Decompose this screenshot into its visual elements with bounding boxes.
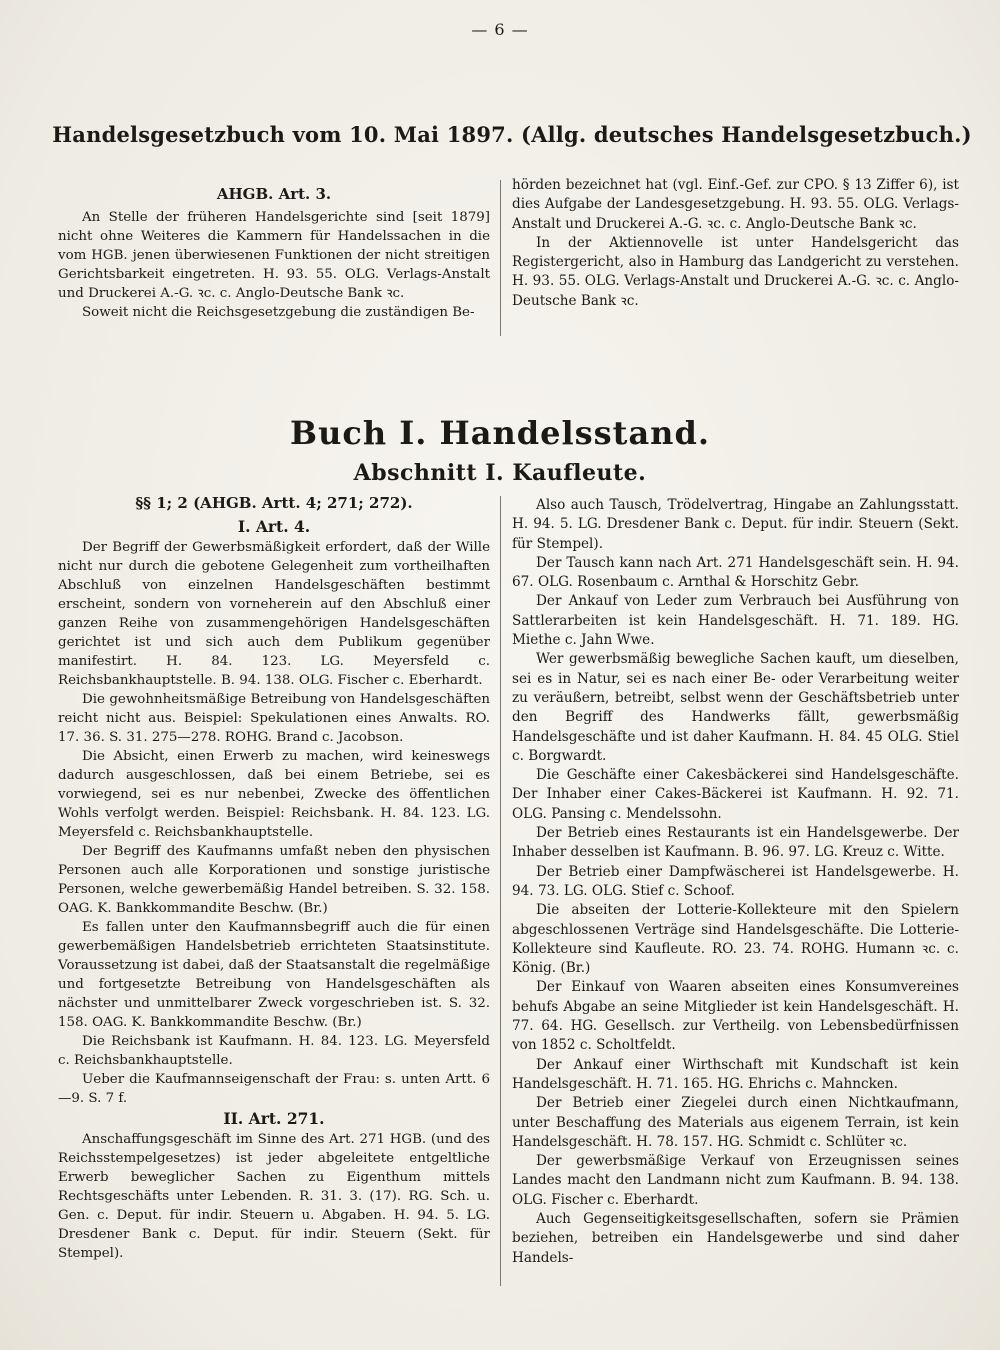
body-paragraph: Anschaffungsgeschäft im Sinne des Art. 271 HGB. (und des Reichsstempelgesetzes) ist jeder abgeleitete entgeltliche Erwerb beweglicher Sachen zu Eigenthum mittels Rechtsgeschäfts unter Lebenden. R. 31. 3. (17). RG. Sch. u. Gen. c. Deput. für indir. Steuern u. Abgaben. H. 94. 5. LG. Dresdener Bank c. Deput. für indir. Steuern (Sekt. für Stempel). <box>58 1131 490 1261</box>
left-column <box>58 492 490 1263</box>
intro-paragraph: In der Aktiennovelle ist unter Handelsgericht das Registergericht, also in Hamburg das Landgericht zu verstehen. H. 93. 55. OLG. Verlags-Anstalt und Druckerei A.-G. ꝛc. c. Anglo-Deutsche Bank ꝛc. <box>512 234 959 309</box>
body-paragraph: Es fallen unter den Kaufmannsbegriff auch die für einen gewerbemäßigen Handelsbetrieb errichteten Staatsinstitute. Voraussetzung ist dabei, daß der Staatsanstalt die regelmäßige und fortgesetzte Betreibung von Handelsgeschäften als nächster und unmittelbarer Zweck vorgeschrieben ist. S. 32. 158. OAG. K. Bankkommandite Beschw. (Br.) <box>58 920 490 1031</box>
page-number: — 6 — <box>471 20 529 39</box>
body-paragraph: Die Geschäfte einer Cakesbäckerei sind Handelsgeschäfte. Der Inhaber einer Cakes-Bäckerei ist Kaufmann. H. 92. 71. OLG. Pansing c. Mendelssohn. <box>512 767 959 822</box>
page-title: Handelsgesetzbuch vom 10. Mai 1897. (Allg. deutsches Handelsgesetzbuch.) <box>52 122 972 147</box>
intro-right-column <box>512 176 959 311</box>
body-paragraph: Die Absicht, einen Erwerb zu machen, wird keineswegs dadurch ausgeschlossen, daß bei einem Betriebe, sei es vorwiegend, sei es nur nebenbei, Zwecke des öffentlichen Wohls verfolgt werden. Beispiel: Reichsbank. H. 84. 123. LG. Meyersfeld c. Reichsbankhauptstelle. <box>58 749 490 841</box>
body-paragraph: Der Einkauf von Waaren abseiten eines Konsumvereines behufs Abgabe an seine Mitglieder ist kein Handelsgeschäft. H. 77. 64. HG. Gesellsch. zur Vertheilg. von Lebensbedürfnissen von 1852 c. Scholtfeldt. <box>512 979 959 1054</box>
intro-paragraph: hörden bezeichnet hat (vgl. Einf.-Gef. zur CPO. § 13 Ziffer 6), ist dies Aufgabe der Landesgesetzgebung. H. 93. 55. OLG. Verlags-Anstalt und Druckerei A.-G. ꝛc. c. Anglo-Deutsche Bank ꝛc. <box>512 177 959 232</box>
intro-paragraph: Soweit nicht die Reichsgesetzgebung die zuständigen Be- <box>82 305 475 321</box>
body-paragraph: Ueber die Kaufmannseigenschaft der Frau: s. unten Artt. 6—9. S. 7 f. <box>58 1072 490 1107</box>
part-heading: II. Art. 271. <box>223 1108 325 1128</box>
intro-heading: AHGB. Art. 3. <box>216 185 332 203</box>
body-paragraph: Die Reichsbank ist Kaufmann. H. 84. 123. LG. Meyersfeld c. Reichsbankhauptstelle. <box>58 1034 490 1069</box>
body-paragraph: Wer gewerbsmäßig bewegliche Sachen kauft, um dieselben, sei es in Natur, sei es nach einer Be- oder Verarbeitung weiter zu veräußern, betreibt, selbst wenn der Geschäftsbetrieb unter den Begriff des Handwerks fällt, gewerbsmäßig Handelsgeschäfte und ist daher Kaufmann. H. 84. 45 OLG. Stiel c. Borgwardt. <box>512 651 959 764</box>
body-paragraph: Der gewerbsmäßige Verkauf von Erzeugnissen seines Landes macht den Landmann nicht zum Kaufmann. B. 94. 138. OLG. Fischer c. Eberhardt. <box>512 1153 959 1208</box>
section-title: Abschnitt I. Kaufleute. <box>353 460 647 486</box>
body-paragraph: Die abseiten der Lotterie-Kollekteure mit den Spielern abgeschlossenen Verträge sind Handelsgeschäfte. Die Lotterie-Kollekteure sind Kaufleute. RO. 23. 74. ROHG. Humann ꝛc. c. König. (Br.) <box>512 902 959 977</box>
body-paragraph: Der Ankauf von Leder zum Verbrauch bei Ausführung von Sattlerarbeiten ist kein Handelsgeschäft. H. 71. 189. HG. Miethe c. Jahn Wwe. <box>512 593 959 649</box>
column-divider <box>500 496 501 1286</box>
intro-paragraph: An Stelle der früheren Handelsgerichte sind [seit 1879] nicht ohne Weiteres die Kammern für Handelssachen in die vom HGB. jenen überwiesenen Funktionen der nicht streitigen Gerichtsbarkeit eingetreten. H. 93. 55. OLG. Verlags-Anstalt und Druckerei A.-G. ꝛc. c. Anglo-Deutsche Bank ꝛc. <box>58 210 490 302</box>
body-paragraph: Der Begriff des Kaufmanns umfaßt neben den physischen Personen auch alle Korporationen und sonstige juristische Personen, welche gewerbemäßig Handel betreiben. S. 32. 158. OAG. K. Bankkommandite Beschw. (Br.) <box>58 844 490 917</box>
right-column <box>512 496 959 1268</box>
body-paragraph: Der Tausch kann nach Art. 271 Handelsgeschäft sein. H. 94. 67. OLG. Rosenbaum c. Arnthal & Horschitz Gebr. <box>512 554 959 591</box>
body-paragraph: Die gewohnheitsmäßige Betreibung von Handelsgeschäften reicht nicht aus. Beispiel: Spekulationen eines Anwalts. RO. 17. 36. S. 31. 275—278. ROHG. Brand c. Jacobson. <box>58 692 490 746</box>
intro-left-column <box>58 183 490 322</box>
paragraph-heading: §§ 1; 2 (AHGB. Artt. 4; 271; 272). <box>135 494 413 512</box>
column-divider <box>500 180 501 336</box>
body-paragraph: Auch Gegenseitigkeitsgesellschaften, sofern sie Prämien beziehen, betreiben ein Handelsgewerbe und sind daher Handels- <box>512 1210 959 1266</box>
body-paragraph: Der Ankauf einer Wirthschaft mit Kundschaft ist kein Handelsgeschäft. H. 71. 165. HG. Ehrichs c. Mahncken. <box>512 1056 959 1092</box>
part-heading: I. Art. 4. <box>237 517 311 537</box>
body-paragraph: Der Betrieb einer Dampfwäscherei ist Handelsgewerbe. H. 94. 73. LG. OLG. Stief c. Schoof. <box>512 863 959 899</box>
body-paragraph: Der Betrieb eines Restaurants ist ein Handelsgewerbe. Der Inhaber desselben ist Kaufmann. B. 96. 97. LG. Kreuz c. Witte. <box>512 825 959 861</box>
book-title: Buch I. Handelsstand. <box>290 414 710 452</box>
body-paragraph: Also auch Tausch, Trödelvertrag, Hingabe an Zahlungsstatt. H. 94. 5. LG. Dresdener Bank c. Deput. für indir. Steuern (Sekt. für Stempel). <box>512 497 959 552</box>
body-paragraph: Der Begriff der Gewerbsmäßigkeit erfordert, daß der Wille nicht nur durch die gebotene Gelegenheit zum vortheilhaften Abschluß von einzelnen Handelsgeschäften bestimmt erscheint, sondern von vorneherein auf den Abschluß einer ganzen Reihe von zusammengehörigen Handelsgeschäften gerichtet ist und sich auch dem Publikum gegenüber manifestirt. H. 84. 123. LG. Meyersfeld c. Reichsbankhauptstelle. B. 94. 138. OLG. Fischer c. Eberhardt. <box>58 540 490 689</box>
body-paragraph: Der Betrieb einer Ziegelei durch einen Nichtkaufmann, unter Beschaffung des Materials aus eigenem Terrain, ist kein Handelsgeschäft. H. 78. 157. HG. Schmidt c. Schlüter ꝛc. <box>512 1095 959 1150</box>
